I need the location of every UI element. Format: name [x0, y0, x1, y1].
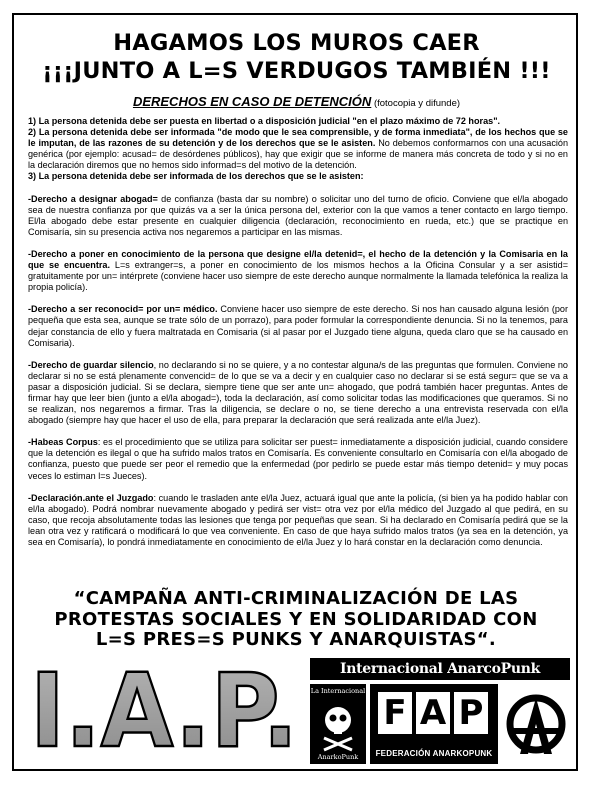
internacional-anarcopunk-banner: Internacional AnarcoPunk — [310, 658, 570, 680]
iap-logo — [26, 656, 302, 756]
campaign-line-1: “CAMPAÑA ANTI-CRIMINALIZACIÓN DE LAS — [73, 588, 519, 609]
skull-icon — [310, 684, 366, 764]
li-logo-top-text: La Internacional — [310, 687, 366, 695]
logos-panel — [310, 658, 570, 764]
subtitle-note: (fotocopia y difunde) — [371, 98, 461, 109]
fap-letter-a: A — [416, 692, 450, 734]
medico-label: -Derecho a ser reconocid= por un= médico. — [28, 304, 218, 315]
point-2: 2) La persona detenida debe ser informada "de modo que le sea comprensible, y de forma inmediata", de los hechos que se le imputan, de las razones de su detención y de los derechos que se le asisten. — [28, 127, 568, 149]
silencio-text: , no declarando si no se quiere, y a no contestar alguna/s de las preguntas que formulen. Conviene no declarar si no se está plenamente convencid= de lo que se va a decir y en cualquier caso no declarar si se está segur= que se va a pasar a disposición judicial. Si se declara, siempre tiene que ser ante un= ahogado, que podrá también hacer preguntas. Antes de firmar hay que leer bien (junto a el/la abogad=), toda la declaración, así como solicitar todas las modificaciones que queramos. Si no se realizan, nos negaremos a firmar. Tras la diligencia, se declare o no, se tiene derecho a una entrevista reservada con el/la abogado (siempre hay que hacer el uso de ella, para preparar la declaración que será realizada ante el/la Juez). — [28, 359, 568, 426]
campaign-line-3: L=S PRES=S PUNKS Y ANARQUISTAS“. — [95, 629, 497, 650]
point-3: 3) La persona detenida debe ser informada de los derechos que se le asisten: — [28, 171, 364, 182]
anarchy-symbol-icon — [502, 684, 570, 764]
conocimiento-label: -Derecho a poner en conocimiento de la persona que designe el/la detenid=, el hecho de la detención y la Comisaria en la que se encuentra. — [28, 248, 568, 271]
fap-letter-f: F — [378, 692, 412, 734]
silencio-label: -Derecho de guardar silencio — [28, 359, 154, 370]
fap-logo — [370, 684, 498, 764]
section-abogado — [28, 194, 568, 238]
section-juzgado — [28, 493, 568, 548]
habeas-text: : es el procedimiento que se utiliza para solicitar ser puest= inmediatamente a disposición judicial, cuando considere que la detención es ilegal o que ha sufrido malos tratos en Comisaría. Es conveniente consultarlo en Comisaría con el/la abogado de confianza, puesto que puede ser peor el remedio que la enfermedad (por pedirlo se puede estar más tiempo detenid= y muy pocas veces lo estiman l=s Jueces). — [28, 437, 568, 481]
fap-full-name: FEDERACIÓN ANARKOPUNK — [375, 749, 493, 758]
point-2-text: No debemos conformarnos con una acusación genérica (por ejemplo: acusad= de desórdenes públicos), hay que exigir que se informe de manera más concreta de todo y si no en la declaración diremos que no hemos sido informad=s del motivo de la detención. — [28, 138, 568, 171]
section-medico — [28, 304, 568, 348]
headline-line-1: HAGAMOS LOS MUROS CAER — [113, 30, 480, 56]
habeas-label: -Habeas Corpus — [28, 437, 98, 448]
section-habeas — [28, 437, 568, 481]
section-subtitle — [0, 94, 593, 109]
li-logo-bottom-text: AnarkoPunk — [317, 753, 359, 761]
la-internacional-logo — [310, 684, 366, 764]
subtitle-main: DERECHOS EN CASO DE DETENCIÓN — [132, 94, 372, 109]
section-silencio — [28, 360, 568, 427]
headline-line-2: ¡¡¡JUNTO A L=S VERDUGOS TAMBIÉN !!! — [42, 58, 551, 84]
campaign-line-2: PROTESTAS SOCIALES Y EN SOLIDARIDAD CON — [54, 608, 538, 630]
medico-text: Conviene hacer uso siempre de este derecho. Si nos han causado alguna lesión (por pequeña que esta sea, aunque se trate sólo de un porrazo), para poder formular la correspondiente denuncia. Si no la tenemos, para dejar constancia de ello y fuera maltratada en Comisaria (si al pasar por el Juzgado tiene alguna, queda claro que se ha causado en Comisaria). — [28, 304, 568, 348]
juzgado-text: : cuando le trasladen ante el/la Juez, actuará igual que ante la policía, (si bien ya ha podido hablar con el/la abogado). Podrá nombrar nuevamente abogado y pedirá ser vist= otra vez por el/la médico del Juzgado al que pedirá, en su caso, que recoja absolutamente todas las lesiones que tenga por pequeñas que sean. Si ha declarado en Comisaría pedirá que se la lean otra vez y ratificará o modificará lo que vea conveniente. En caso de que haya sufrido malos tratos (ya sea en la detención, ya sea en Comisaría), lo pondrá inmediatamente en conocimiento de el/la Juez y lo hará constar en la declaración como denuncia. — [28, 492, 568, 547]
iap-text: I.A.P. — [30, 656, 298, 756]
fap-letter-p: P — [454, 692, 488, 734]
section-conocimiento — [28, 249, 568, 293]
fap-letters — [378, 692, 488, 734]
rights-body — [28, 116, 568, 559]
point-1: 1) La persona detenida debe ser puesta en libertad o a disposición judicial "en el plazo máximo de 72 horas". — [28, 116, 501, 126]
campaign-slogan — [20, 589, 572, 651]
conocimiento-text: L=s extranger=s, a poner en conocimiento de los mismos hechos a la Oficina Consular y a ser asistid= gratuitamente por un= intérprete (conviene hacer uso siempre de este derecho aunque normalmente la llamada telefónica la realiza la propia policía). — [28, 260, 569, 293]
abogado-text: de confianza (basta dar su nombre) o solicitar uno del turno de oficio. Conviene que el/la abogado sea de nuestra confianza por que quizás va a ser la única persona del, exterior con la que vamos a tener contacto en largo tiempo. El/la abogado debe estar presente en cualquier diligencia (declaración, reconocimiento en rueda, etc.) que se practique en Comisaría, sin su presencia activa nos negaremos a participar en las mismas. — [28, 193, 568, 237]
section-intro — [28, 116, 568, 183]
juzgado-label: -Declaración.ante el Juzgado — [28, 492, 154, 503]
abogado-label: -Derecho a designar abogad= — [28, 193, 158, 204]
